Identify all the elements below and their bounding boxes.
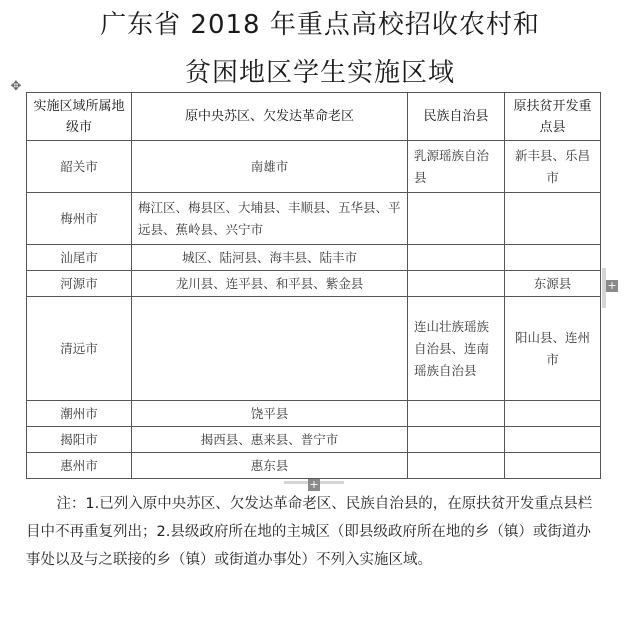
header-poverty-county: 原扶贫开发重点县 (505, 93, 601, 141)
cell-poverty: 阳山县、连州市 (505, 297, 601, 401)
cell-ethnic: 连山壮族瑶族自治县、连南瑶族自治县 (408, 297, 505, 401)
table-header-row (27, 93, 601, 141)
implementation-region-table (26, 92, 601, 479)
cell-poverty: 新丰县、乐昌市 (505, 141, 601, 193)
cell-ethnic: 乳源瑶族自治县 (408, 141, 505, 193)
cell-poverty: 东源县 (505, 271, 601, 297)
cell-city: 惠州市 (27, 453, 132, 479)
table-row (27, 427, 601, 453)
cell-soviet: 南雄市 (132, 141, 408, 193)
cell-city: 清远市 (27, 297, 132, 401)
cell-ethnic (408, 245, 505, 271)
table-row (27, 297, 601, 401)
cell-ethnic (408, 271, 505, 297)
cell-poverty (505, 453, 601, 479)
cell-ethnic (408, 401, 505, 427)
cell-city: 潮州市 (27, 401, 132, 427)
header-ethnic-county: 民族自治县 (408, 93, 505, 141)
add-column-plus-icon[interactable]: + (607, 279, 617, 292)
header-soviet-area: 原中央苏区、欠发达革命老区 (132, 93, 408, 141)
table-row (27, 453, 601, 479)
cell-city: 梅州市 (27, 193, 132, 245)
cell-soviet: 饶平县 (132, 401, 408, 427)
cell-soviet: 梅江区、梅县区、大埔县、丰顺县、五华县、平远县、蕉岭县、兴宁市 (132, 193, 408, 245)
cell-soviet: 城区、陆河县、海丰县、陆丰市 (132, 245, 408, 271)
cell-city: 汕尾市 (27, 245, 132, 271)
add-row-plus-icon[interactable]: + (309, 478, 319, 491)
table-row (27, 193, 601, 245)
document-title-line-1: 广东省 2018 年重点高校招收农村和 (100, 10, 540, 40)
cell-city: 揭阳市 (27, 427, 132, 453)
cell-city: 河源市 (27, 271, 132, 297)
cell-ethnic (408, 453, 505, 479)
table-move-handle-icon[interactable]: ✥ (10, 79, 22, 94)
cell-ethnic (408, 427, 505, 453)
table-row (27, 271, 601, 297)
cell-poverty (505, 193, 601, 245)
cell-poverty (505, 245, 601, 271)
table-row (27, 401, 601, 427)
header-city: 实施区域所属地级市 (27, 93, 132, 141)
cell-poverty (505, 427, 601, 453)
cell-poverty (505, 401, 601, 427)
cell-soviet: 揭西县、惠来县、普宁市 (132, 427, 408, 453)
document-title-line-2: 贫困地区学生实施区域 (184, 58, 455, 88)
cell-soviet (132, 297, 408, 401)
table-row (27, 245, 601, 271)
cell-soviet: 龙川县、连平县、和平县、紫金县 (132, 271, 408, 297)
cell-soviet: 惠东县 (132, 453, 408, 479)
table-row (27, 141, 601, 193)
table-footnote: 注：1.已列入原中央苏区、欠发达革命老区、民族自治县的，在原扶贫开发重点县栏目中不再重复列出；2.县级政府所在地的主城区（即县级政府所在地的乡（镇）或街道办事处以及与之联接的乡（镇）或街道办事处）不列入实施区域。 (26, 496, 593, 568)
cell-ethnic (408, 193, 505, 245)
cell-city: 韶关市 (27, 141, 132, 193)
